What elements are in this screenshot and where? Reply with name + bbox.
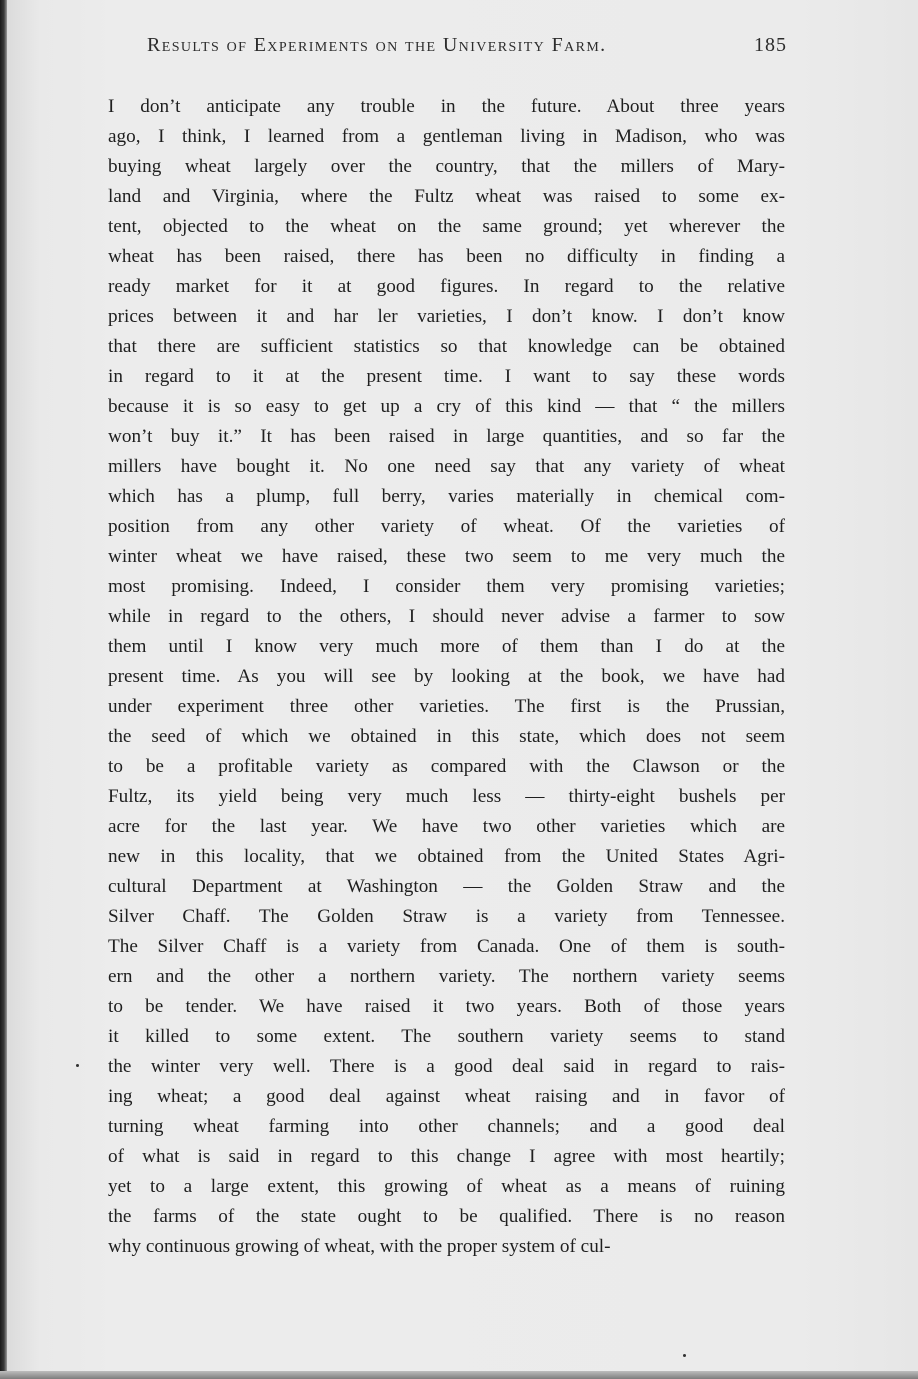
text-line: The Silver Chaff is a variety from Canada. One of them is south-: [108, 936, 785, 957]
text-line: under experiment three other varieties. The first is the Prussian,: [108, 696, 785, 717]
text-line: acre for the last year. We have two other varieties which are: [108, 816, 785, 837]
running-title: Results of Experiments on the University Farm.: [147, 34, 607, 56]
text-line: them until I know very much more of them than I do at the: [108, 636, 785, 657]
text-line: position from any other variety of wheat. Of the varieties of: [108, 516, 785, 537]
text-line: ready market for it at good figures. In regard to the relative: [108, 276, 785, 297]
text-line: the seed of which we obtained in this state, which does not seem: [108, 726, 785, 747]
ink-speck: [76, 1064, 79, 1067]
text-line: turning wheat farming into other channels; and a good deal: [108, 1116, 785, 1137]
text-line: yet to a large extent, this growing of wheat as a means of ruining: [108, 1176, 785, 1197]
text-line: new in this locality, that we obtained from the United States Agri-: [108, 846, 785, 867]
page-bottom-edge: [0, 1371, 918, 1379]
text-line: why continuous growing of wheat, with the proper system of cul-: [108, 1236, 611, 1257]
text-line: in regard to it at the present time. I want to say these words: [108, 366, 785, 387]
text-line: of what is said in regard to this change I agree with most heartily;: [108, 1146, 785, 1167]
text-line: the farms of the state ought to be qualified. There is no reason: [108, 1206, 785, 1227]
text-line: cultural Department at Washington — the Golden Straw and the: [108, 876, 785, 897]
text-line: wheat has been raised, there has been no difficulty in finding a: [108, 246, 785, 267]
text-line: millers have bought it. No one need say that any variety of wheat: [108, 456, 785, 477]
text-line: most promising. Indeed, I consider them very promising varieties;: [108, 576, 785, 597]
text-line: buying wheat largely over the country, that the millers of Mary-: [108, 156, 785, 177]
text-line: Fultz, its yield being very much less — thirty-eight bushels per: [108, 786, 785, 807]
text-line: which has a plump, full berry, varies materially in chemical com-: [108, 486, 785, 507]
text-line: because it is so easy to get up a cry of this kind — that “ the millers: [108, 396, 785, 417]
text-line: ing wheat; a good deal against wheat raising and in favor of: [108, 1086, 785, 1107]
text-line: present time. As you will see by looking at the book, we have had: [108, 666, 785, 687]
text-line: to be a profitable variety as compared with the Clawson or the: [108, 756, 785, 777]
text-line: land and Virginia, where the Fultz wheat was raised to some ex-: [108, 186, 785, 207]
text-line: while in regard to the others, I should never advise a farmer to sow: [108, 606, 785, 627]
text-line: winter wheat we have raised, these two seem to me very much the: [108, 546, 785, 567]
text-line: ago, I think, I learned from a gentleman living in Madison, who was: [108, 126, 785, 147]
running-header: [147, 34, 787, 66]
text-line: won’t buy it.” It has been raised in large quantities, and so far the: [108, 426, 785, 447]
text-line: to be tender. We have raised it two years. Both of those years: [108, 996, 785, 1017]
body-text: [108, 92, 785, 1262]
text-line: it killed to some extent. The southern variety seems to stand: [108, 1026, 785, 1047]
text-line: tent, objected to the wheat on the same ground; yet wherever the: [108, 216, 785, 237]
ink-speck: [683, 1354, 686, 1357]
text-line: Silver Chaff. The Golden Straw is a variety from Tennessee.: [108, 906, 785, 927]
text-line: the winter very well. There is a good deal said in regard to rais-: [108, 1056, 785, 1077]
page-number: 185: [754, 34, 787, 56]
text-line: ern and the other a northern variety. The northern variety seems: [108, 966, 785, 987]
text-line: I don’t anticipate any trouble in the future. About three years: [108, 96, 785, 117]
page-binding-edge: [0, 0, 7, 1379]
text-line: prices between it and har ler varieties, I don’t know. I don’t know: [108, 306, 785, 327]
text-line: that there are sufficient statistics so that knowledge can be obtained: [108, 336, 785, 357]
